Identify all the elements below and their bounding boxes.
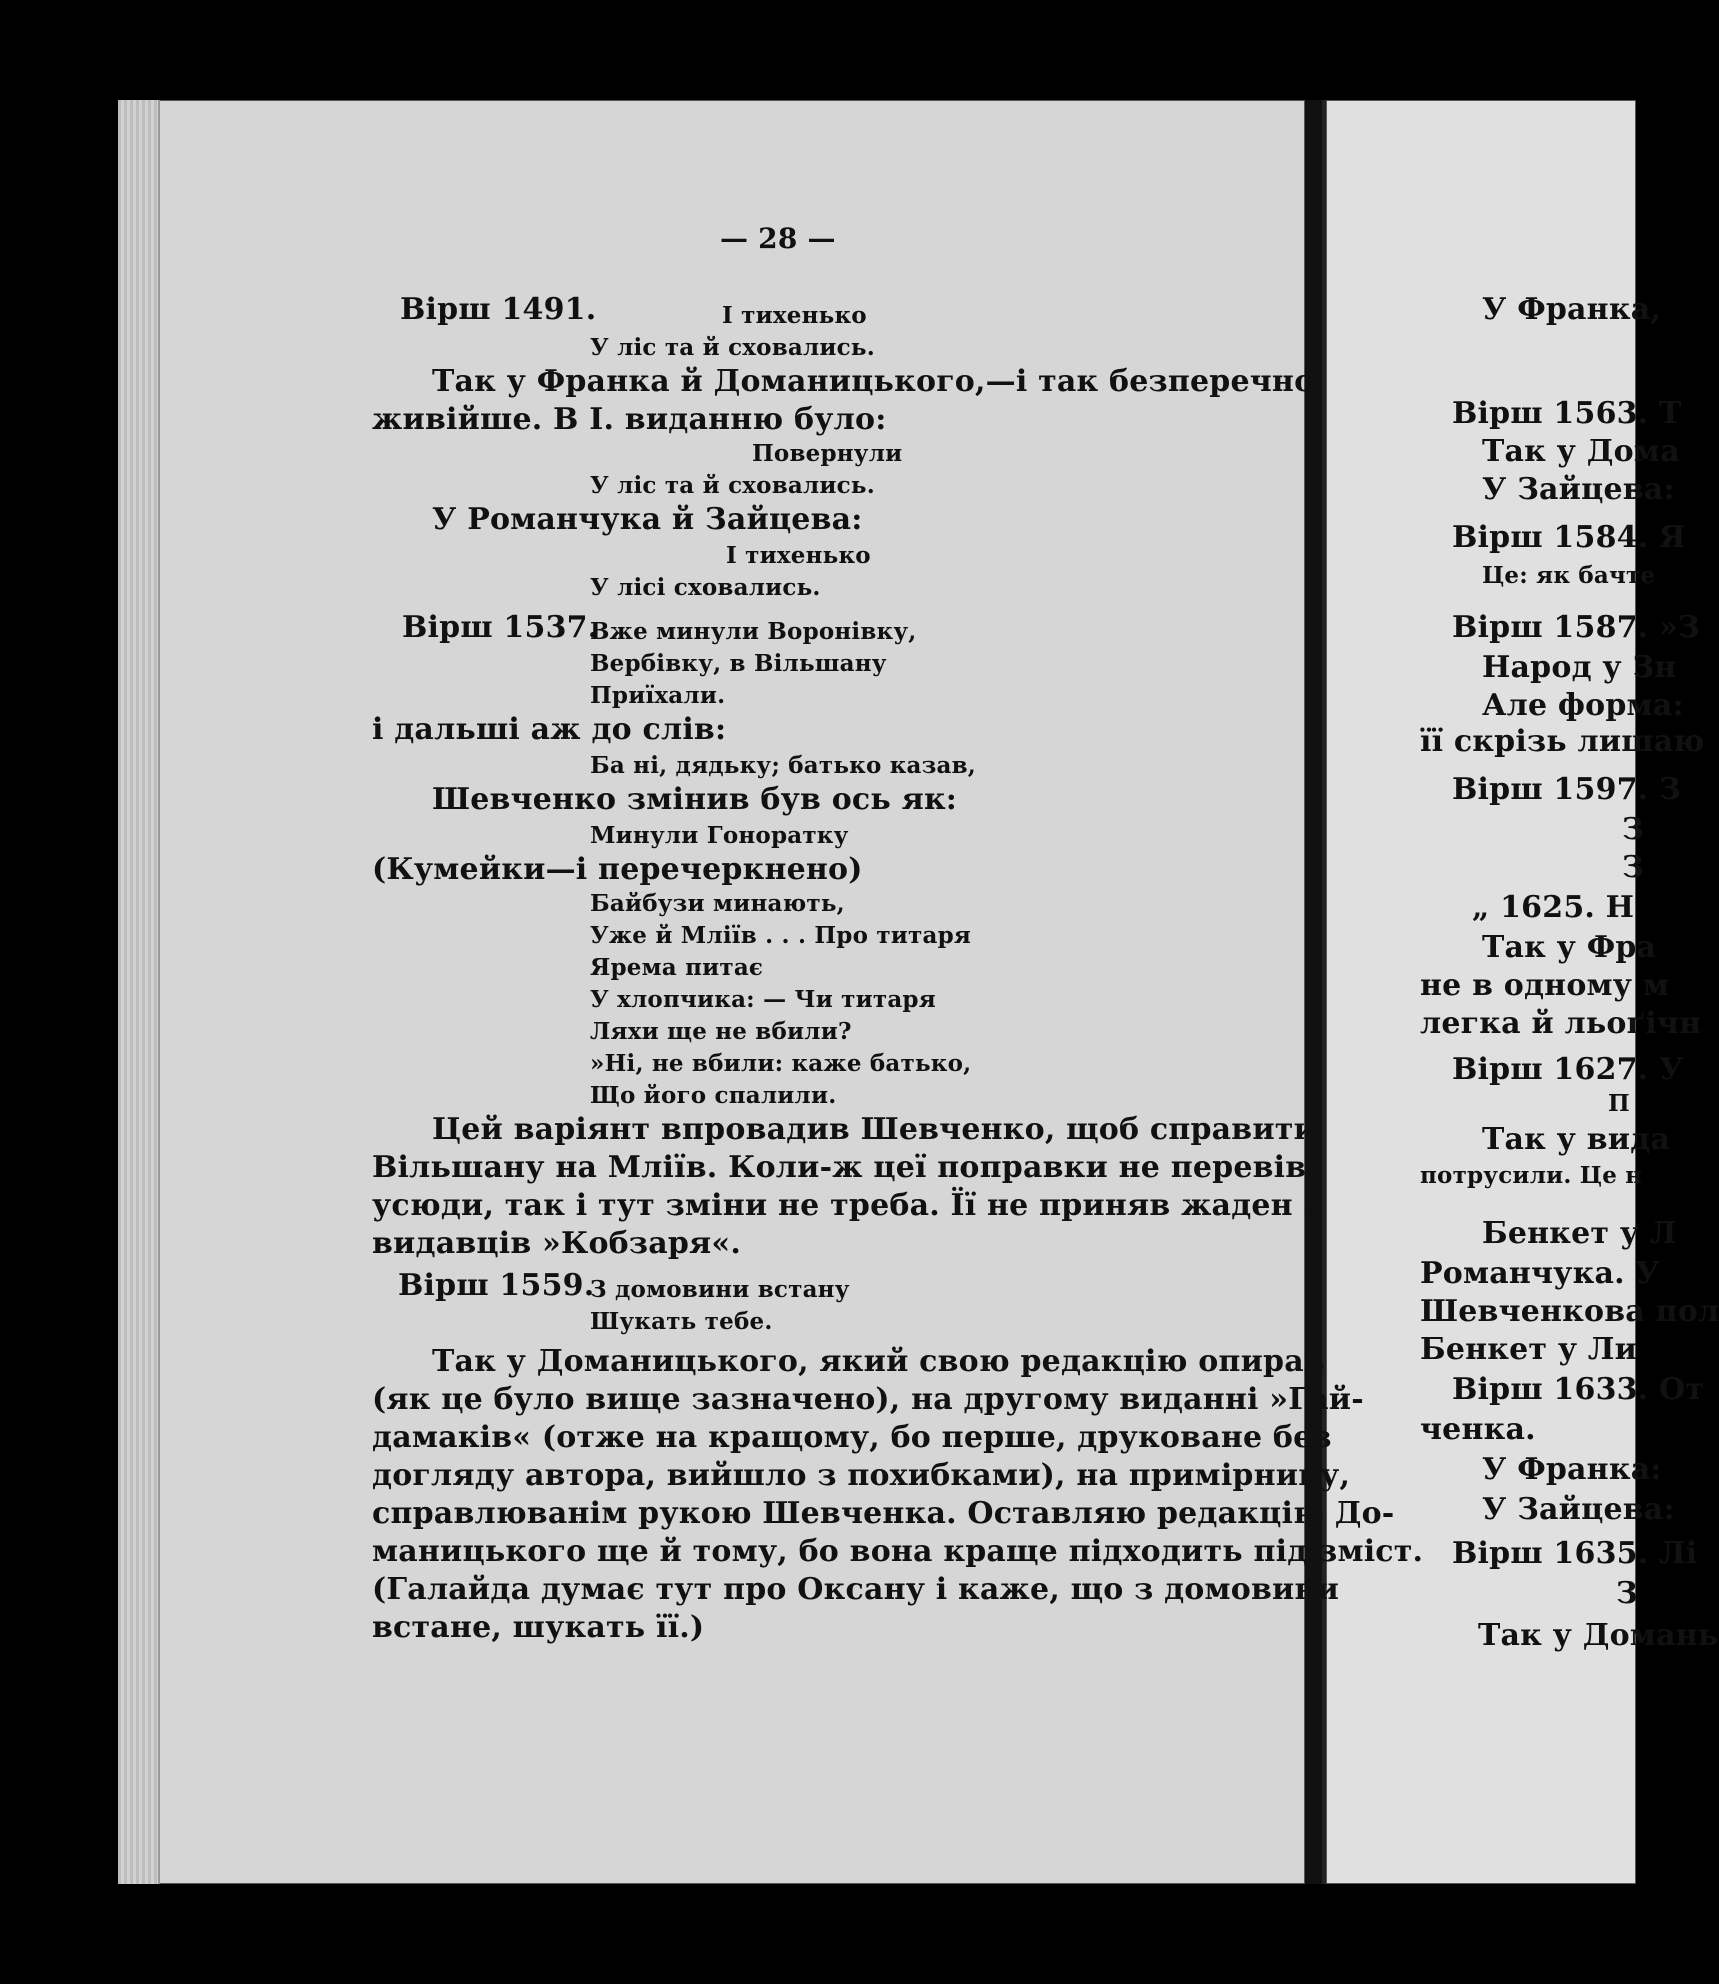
- right-line: Шевченкова пол: [1420, 1294, 1719, 1329]
- poem-line: Уже й Мліїв . . . Про титаря: [590, 922, 972, 949]
- paragraph-line: Так у Доманицького, який свою редакцію опирав: [432, 1344, 1325, 1379]
- right-line: Але форма:: [1482, 688, 1684, 723]
- poem-line: Ляхи ще не вбили?: [590, 1018, 852, 1045]
- paragraph-line: живійше. В І. виданню було:: [372, 402, 887, 437]
- right-line: З: [1622, 850, 1644, 885]
- paragraph-line: усюди, так і тут зміни не треба. Її не приняв жаден з: [372, 1188, 1323, 1223]
- right-line: „ 1625. Н: [1472, 890, 1635, 925]
- paragraph-line: Шевченко змінив був ось як:: [432, 782, 958, 817]
- right-line: Народ у Зн: [1482, 650, 1677, 685]
- right-line: З: [1622, 812, 1644, 847]
- right-line: Бенкет у Л: [1482, 1216, 1677, 1251]
- verse-label: Вірш 1537.: [402, 610, 599, 645]
- poem-line: »Ні, не вбили: каже батько,: [590, 1050, 972, 1077]
- quote-line: І тихенько: [726, 542, 871, 569]
- quote-line: У лісі сховались.: [590, 574, 821, 601]
- paragraph-line: Цей варіянт впровадив Шевченко, щоб справити: [432, 1112, 1317, 1147]
- poem-line: Ярема питає: [590, 954, 764, 981]
- paragraph-line: дамаків« (отже на кращому, бо перше, друковане без: [372, 1420, 1332, 1455]
- poem-line: Байбузи минають,: [590, 890, 845, 917]
- right-line: легка й льоґічн: [1420, 1006, 1702, 1041]
- quote-line: Минули Гоноратку: [590, 822, 849, 849]
- paragraph-line: Вільшану на Мліїв. Коли-ж цеї поправки не перевів: [372, 1150, 1307, 1185]
- right-page-crop: [1326, 100, 1719, 1884]
- verse-line: І тихенько: [722, 302, 867, 329]
- paragraph-line: і дальші аж до слів:: [372, 712, 727, 747]
- right-line: Вірш 1587. »З: [1452, 610, 1700, 645]
- verse-line: Шукать тебе.: [590, 1308, 773, 1335]
- verse-line: З домовини встану: [590, 1276, 850, 1303]
- paragraph-line: (Галайда думає тут про Оксану і каже, що з домовини: [372, 1572, 1340, 1607]
- page-number: — 28 —: [720, 222, 836, 255]
- verse-line: Приїхали.: [590, 682, 726, 709]
- right-line: Так у вида: [1482, 1122, 1671, 1157]
- right-line: П: [1608, 1090, 1630, 1117]
- verse-label: Вірш 1559.: [398, 1268, 595, 1303]
- paragraph-line: видавців »Кобзаря«.: [372, 1226, 742, 1261]
- verse-line: У ліс та й сховались.: [590, 334, 875, 361]
- paragraph-line: справлюванім рукою Шевченка. Оставляю редакцію До-: [372, 1496, 1395, 1531]
- paragraph-line: (Кумейки—і перечеркнено): [372, 852, 863, 887]
- right-line: Вірш 1635. Лі: [1452, 1536, 1698, 1571]
- verse-line: Вже минули Воронівку,: [590, 618, 917, 645]
- right-line: У Зайцева:: [1482, 472, 1675, 507]
- poem-line: У хлопчика: — Чи титаря: [590, 986, 936, 1013]
- paragraph-line: маницького ще й тому, бо вона краще підходить під зміст.: [372, 1534, 1424, 1569]
- right-line: Так у Фра: [1482, 930, 1657, 965]
- right-line: ченка.: [1420, 1412, 1536, 1447]
- right-line: У Зайцева:: [1482, 1492, 1675, 1527]
- right-line: З: [1616, 1576, 1638, 1611]
- quote-line: У ліс та й сховались.: [590, 472, 875, 499]
- paragraph-line: У Романчука й Зайцева:: [432, 502, 863, 537]
- verse-line: Вербівку, в Вільшану: [590, 650, 887, 677]
- paragraph-line: Так у Франка й Доманицького,—і так безперечно,: [432, 364, 1325, 399]
- right-line: не в одному м: [1420, 968, 1670, 1003]
- right-line: Романчука. У: [1420, 1256, 1660, 1291]
- paragraph-line: (як це було вище зазначено), на другому виданні »Гай-: [372, 1382, 1364, 1417]
- right-line: Вірш 1633. От: [1452, 1372, 1705, 1407]
- right-line: Вірш 1584. Я: [1452, 520, 1686, 555]
- quote-line: Ба ні, дядьку; батько казав,: [590, 752, 976, 779]
- right-line: Вірш 1597. З: [1452, 772, 1681, 807]
- paragraph-line: догляду автора, вийшло з похибками), на примірнику,: [372, 1458, 1351, 1493]
- right-line: потрусили. Це н: [1420, 1162, 1643, 1189]
- right-line: Бенкет у Ли: [1420, 1332, 1638, 1367]
- right-line: У Франка,: [1482, 292, 1661, 327]
- right-line: її скрізь лишаю: [1420, 724, 1705, 759]
- right-line: У Франка:: [1482, 1452, 1662, 1487]
- quote-line: Повернули: [752, 440, 903, 467]
- paragraph-line: встане, шукать її.): [372, 1610, 705, 1645]
- right-line: Це: як бачте: [1482, 562, 1656, 589]
- poem-line: Що його спалили.: [590, 1082, 837, 1109]
- right-line: Так у Дома: [1482, 434, 1680, 469]
- right-line: Вірш 1627. У: [1452, 1052, 1684, 1087]
- right-line: Вірш 1563. Т: [1452, 396, 1682, 431]
- right-line: Так у Домань: [1478, 1618, 1719, 1653]
- verse-label: Вірш 1491.: [400, 292, 597, 327]
